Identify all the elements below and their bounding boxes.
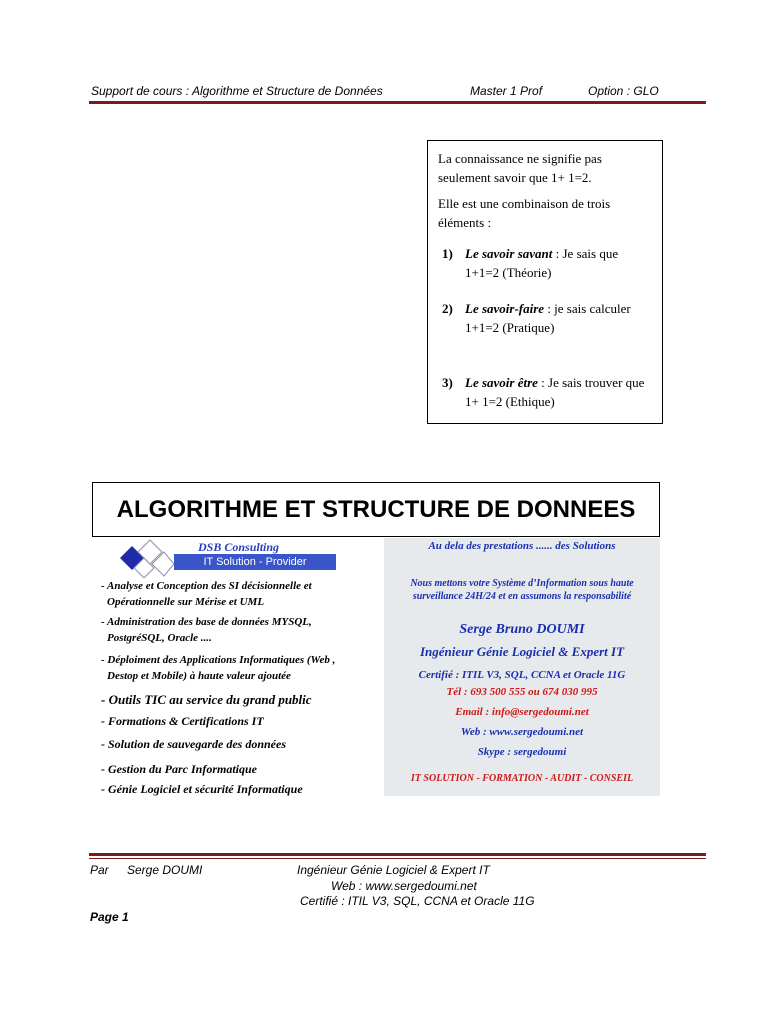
footer-par: Par [90,863,109,877]
quote-item [438,299,645,337]
quote-item [438,373,661,411]
quote-item-number: 3) [442,375,453,390]
service-line: - Génie Logiciel et sécurité Informatique [101,782,303,796]
page-number: Page 1 [90,910,129,924]
pitch-line: Nous mettons votre Système d’Information sous haute [410,578,634,589]
quote-item-term: Le savoir savant [465,246,553,261]
footer-rule-top [89,853,706,856]
company-tag: IT Solution - Provider [174,554,336,570]
services-footer: IT SOLUTION - FORMATION - AUDIT - CONSEIL [410,773,634,784]
banner-body [90,538,662,802]
diamond-logo-icon [112,538,174,578]
quote-list [438,244,654,411]
contact-role: Ingénieur Génie Logiciel & Expert IT [419,644,625,659]
service-line: Opérationnelle sur Mérise et UML [107,596,265,608]
footer-certified: Certifié : ITIL V3, SQL, CCNA et Oracle 11G [300,894,535,908]
quote-item-number: 2) [442,301,453,316]
service-line: - Administration des base de données MYSQL, [101,616,312,628]
service-line: - Déploiment des Applications Informatiques (Web , [101,654,336,666]
quote-item-term: Le savoir être [465,375,538,390]
pitch-line: surveillance 24H/24 et en assumons la responsabilité [412,591,632,602]
quote-item-text: : je sais calculer 1+1=2 (Pratique) [465,301,631,335]
footer-author: Serge DOUMI [127,863,203,877]
banner-title: ALGORITHME ET STRUCTURE DE DONNEES [92,482,660,537]
contact-certified: Certifié : ITIL V3, SQL, CCNA et Oracle 11G [418,669,626,681]
service-line: - Gestion du Parc Informatique [101,762,258,776]
banner [90,482,662,802]
footer-role: Ingénieur Génie Logiciel & Expert IT [297,863,490,877]
tagline: Au dela des prestations ...... des Solutions [428,540,616,552]
header-rule [89,101,706,104]
footer-rule-bottom [89,858,706,859]
service-line: Destop et Mobile) à haute valeur ajoutée [107,670,291,682]
service-line: - Solution de sauvegarde des données [101,737,287,751]
quote-item [438,244,655,282]
quote-item-text: : Je sais que 1+1=2 (Théorie) [465,246,619,280]
quote-lead: Elle est une combinaison de trois éléments : [438,196,611,230]
quote-item-number: 1) [442,246,453,261]
service-line: - Outils TIC au service du grand public [101,692,312,707]
company-name: DSB Consulting [198,540,280,554]
service-line: - Formations & Certifications IT [101,714,264,728]
contact-web: Web : www.sergedoumi.net [460,726,584,738]
contact-email: Email : info@sergedoumi.net [455,706,589,718]
header-course: Support de cours : Algorithme et Structure de Données [91,84,383,98]
header-option: Option : GLO [588,84,659,98]
contact-panel [384,538,660,796]
quote-item-text: : Je sais trouver que 1+ 1=2 (Ethique) [465,375,645,409]
quote-box [427,140,663,424]
quote-item-term: Le savoir-faire [465,301,545,316]
service-line: PostgréSQL, Oracle .... [107,632,212,644]
contact-name: Serge Bruno DOUMI [459,622,585,637]
quote-intro: La connaissance ne signifie pas seulement savoir que 1+ 1=2. [438,151,602,185]
header-level: Master 1 Prof [470,84,543,98]
contact-tel: Tél : 693 500 555 ou 674 030 995 [446,686,598,698]
contact-skype: Skype : sergedoumi [477,746,567,758]
footer-web: Web : www.sergedoumi.net [331,879,477,893]
service-line: - Analyse et Conception des SI décisionnelle et [101,580,312,592]
